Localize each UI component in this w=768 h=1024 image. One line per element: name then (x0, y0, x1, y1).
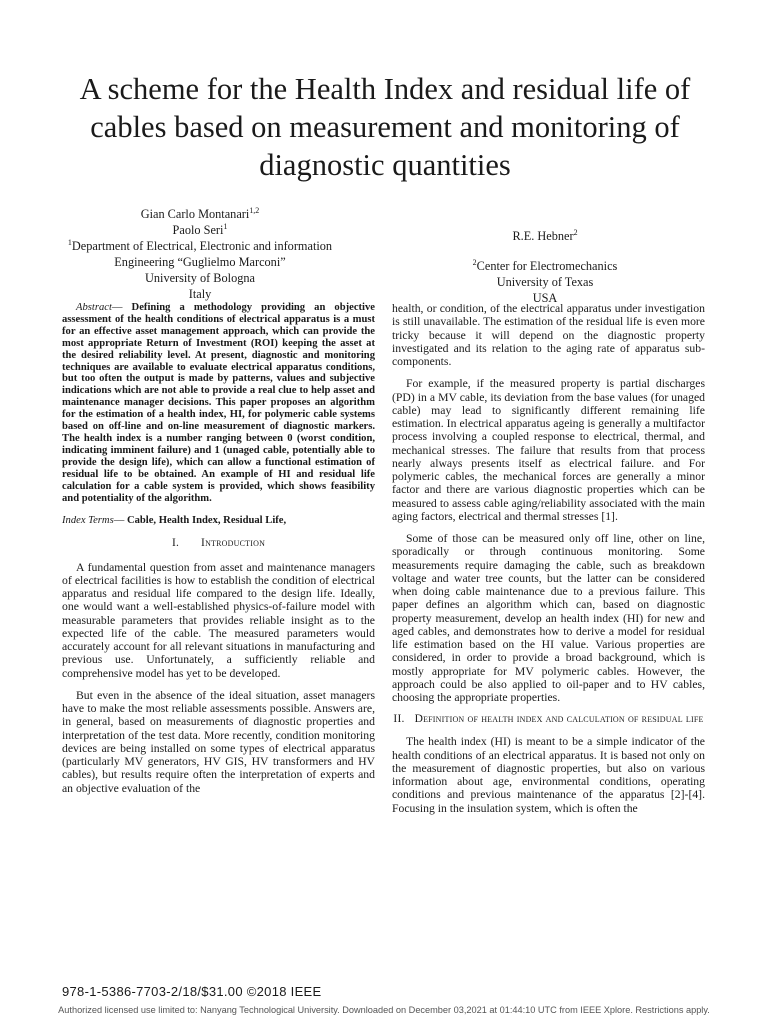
affiliation-line: University of Bologna (145, 271, 255, 285)
body-paragraph: health, or condition, of the electrical apparatus under investigation is still unavailable. The estimation of the residual life is even more tricky because it will depend on the diagnostic property investigated and its relation to the aging rate of apparatus sub-components. (392, 302, 705, 368)
license-notice: Authorized licensed use limited to: Nanyang Technological University. Downloaded on December 03,2021 at 01:44:10 UTC from IEEE Xplore. Restrictions apply. (58, 1005, 710, 1015)
section-heading: II. Definition of health index and calculation of residual life (393, 713, 704, 726)
right-column (392, 302, 705, 815)
body-paragraph: But even in the absence of the ideal situation, asset managers have to make the most reliable assessments possible. Answers are, in general, based on measurements of diagnostic properties and interpretation of the test data. More recently, condition monitoring devices are being installed on some types of electrical apparatus (particularly MV generators, HV GIS, HV transformers and HV cables), but results require often the interpretation of experts and an objective evaluation of the (62, 688, 375, 795)
affiliation-line: USA (532, 291, 558, 305)
abstract: Abstract— Defining a methodology providing an objective assessment of the health conditions of electrical apparatus is a must for an effective asset management approach, which can provide the most appropriate Return of Investment (ROI) keeping the asset at the desired reliability level. At present, diagnostic and monitoring techniques are available to evaluate electrical apparatus conditions, but too often the output is made by patterns, values and subjective indications which are not able to provide a real clue to help asset and maintenance manager decisions. This paper proposes an algorithm for the estimation of a health index, HI, for polymeric cable systems based on off-line and on-line measurement of diagnostic markers. The health index is a number ranging between 0 (worst condition, indicating imminent failure) and 1 (unaged cable, potentially able to provide the design life), which can allow a functional estimation of residual life to be obtained. An example of HI and residual life calculation for a cable system is provided, which shows feasibility and potentiality of the algorithm. (62, 302, 375, 504)
affiliation-line: $^2$Center for Electromechanics (472, 257, 618, 273)
body-paragraph: Some of those can be measured only off line, other on line, sporadically or through continuous monitoring. Some measurements require damaging the cable, such as breakdown voltage and water tree counts, but the latter can be considered when doing cable maintenance due to a previous failure. This paper defines an algorithm which can, based on diagnostic property measurement, develop an health index (HI) for new and aged cables, and demonstrates how to derive a model for residual life estimation based on the HI value. Various properties are considered, in order to provide a broad background, which is mostly appropriate for MV polymeric cables. However, the approach could be also applied to oil-paper and to HV cables, choosing the appropriate properties. (392, 532, 705, 704)
affiliation-line: $^1$Department of Electrical, Electronic and information (67, 237, 333, 253)
body-paragraph: A fundamental question from asset and maintenance managers of electrical facilities is how to establish the condition of electrical apparatus and residual life compared to the design life. Ideally, one would want a well-established physics-of-failure model with measurable parameters that provides reliable insight as to the expected life of the cable. The measured parameters would accurately account for all relevant situations in manufacturing and previous use. Unfortunately, a sufficiently reliable and comprehensive model has yet to be developed. (62, 560, 375, 680)
left-column (62, 302, 375, 795)
author-name: Gian Carlo Montanari$^{1,2}$ (140, 205, 260, 221)
section-heading: I. Introduction (171, 537, 266, 550)
body-paragraph: For example, if the measured property is partial discharges (PD) in a MV cable, its deviation from the base values (for unaged cable) may lead to significantly different remaining life estimation. In electrical apparatus ageing is generally a multifactor process involving a coupled response to electrical, thermal, and mechanical stresses. The failure that results from that process nearly always presents itself as electrical failure. and For polymeric cables, the mechanical forces are generally a minor factor and there are various diagnostic properties which can be measured to assess cable aging/reliability associated with the main aging factors, electrical and thermal stresses [1]. (392, 377, 705, 523)
author-block-right (430, 228, 660, 306)
affiliation-line: University of Texas (496, 275, 594, 289)
isbn-footer: 978-1-5386-7703-2/18/$31.00 ©2018 IEEE (62, 984, 322, 999)
paper-title: A scheme for the Health Index and residual life of cables based on measurement and monitoring of diagnostic quantities (79, 72, 691, 182)
body-paragraph: The health index (HI) is meant to be a simple indicator of the health conditions of an electrical apparatus. It is based not only on the measurement of diagnostic properties, but also on various information about age, environmental conditions, operating conditions and previous maintenance of the apparatus [2]-[4]. Focusing in the insulation system, which is often the (392, 735, 705, 815)
index-terms: Index Terms— Cable, Health Index, Residual Life, (62, 515, 287, 527)
affiliation-line: Italy (188, 287, 212, 301)
author-block-left (60, 206, 340, 302)
author-name: R.E. Hebner$^2$ (512, 227, 578, 243)
author-name: Paolo Seri$^1$ (172, 221, 228, 237)
affiliation-line: Engineering “Guglielmo Marconi” (114, 255, 286, 269)
